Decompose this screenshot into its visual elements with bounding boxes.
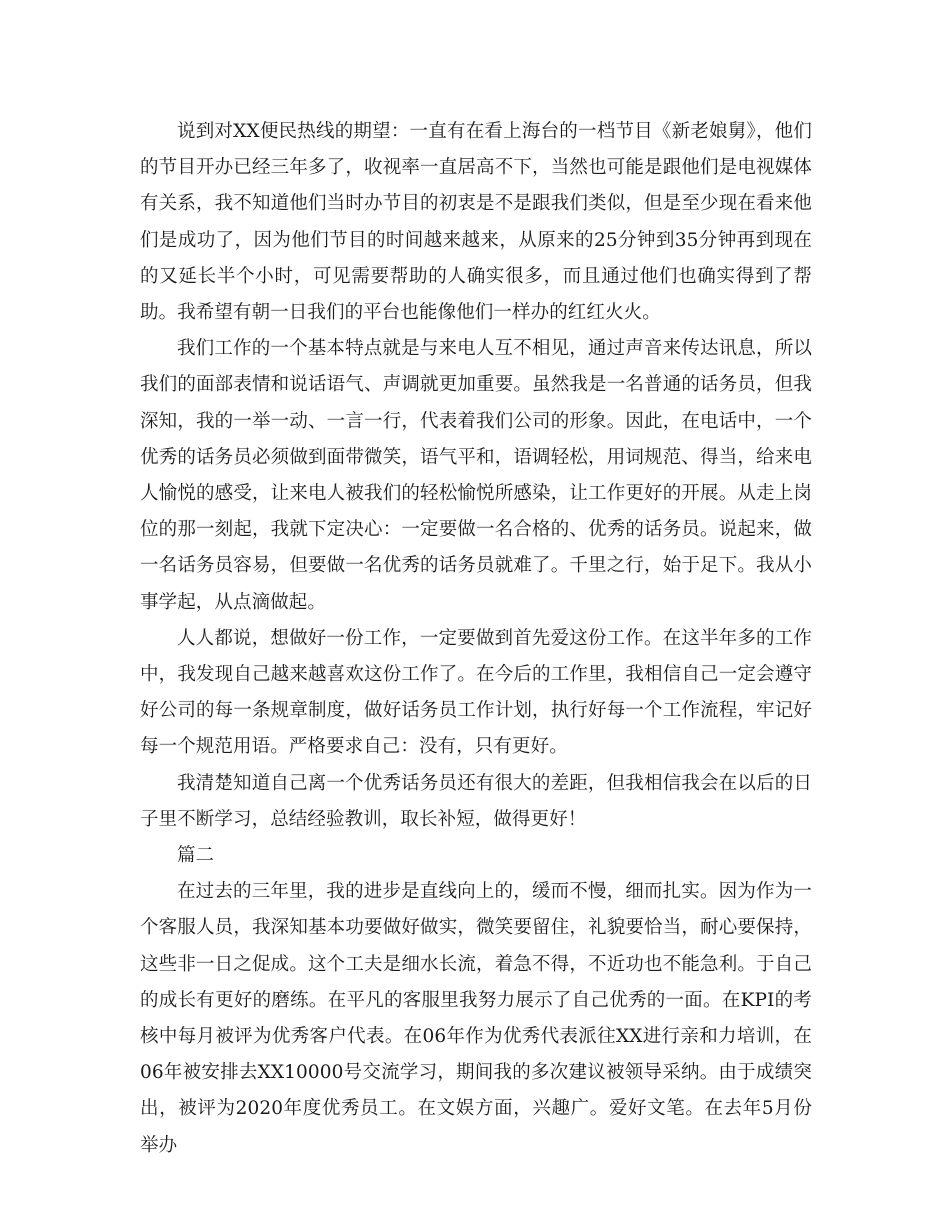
paragraph-self-improvement: 我清楚知道自己离一个优秀话务员还有很大的差距，但我相信我会在以后的日子里不断学习，总结经验教训，取长补短，做得更好！ xyxy=(140,772,812,830)
paragraph-love-the-work: 人人都说，想做好一份工作，一定要做到首先爱这份工作。在这半年多的工作中，我发现自己越来越喜欢这份工作了。在今后的工作里，我相信自己一定会遵守好公司的每一条规章制度，做好话务员工作计划，执行好每一个工作流程，牢记好每一个规范用语。严格要求自己：没有，只有更好。 xyxy=(140,627,812,758)
document-body xyxy=(140,114,812,1164)
paragraph-work-characteristics: 我们工作的一个基本特点就是与来电人互不相见，通过声音来传达讯息，所以我们的面部表情和说话语气、声调就更加重要。虽然我是一名普通的话务员，但我深知，我的一举一动、一言一行，代表着我们公司的形象。因此，在电话中，一个优秀的话务员必须做到面带微笑，语气平和，语调轻松，用词规范、得当，给来电人愉悦的感受，让来电人被我们的轻松愉悦所感染，让工作更好的开展。从走上岗位的那一刻起，我就下定决心：一定要做一名合格的、优秀的话务员。说起来，做一名话务员容易，但要做一名优秀的话务员就难了。千里之行，始于足下。我从小事学起，从点滴做起。 xyxy=(140,338,812,613)
paragraph-three-years-progress: 在过去的三年里，我的进步是直线向上的，缓而不慢，细而扎实。因为作为一个客服人员，我深知基本功要做好做实，微笑要留住，礼貌要恰当，耐心要保持，这些非一日之促成。这个工夫是细水长流，着急不得，不近功也不能急利。于自己的成长有更好的磨练。在平凡的客服里我努力展示了自己优秀的一面。在KPI的考核中每月被评为优秀客户代表。在06年作为优秀代表派往XX进行亲和力培训，在06年被安排去XX10000号交流学习，期间我的多次建议被领导采纳。由于成绩突出，被评为2020年度优秀员工。在文娱方面，兴趣广。爱好文笔。在去年5月份举办 xyxy=(140,881,812,1156)
paragraph-hotline-expectation: 说到对XX便民热线的期望：一直有在看上海台的一档节目《新老娘舅》，他们的节目开办已经三年多了，收视率一直居高不下，当然也可能是跟他们是电视媒体有关系，我不知道他们当时办节目的初衷是不是跟我们类似，但是至少现在看来他们是成功了，因为他们节目的时间越来越来，从原来的25分钟到35分钟再到现在的又延长半个小时，可见需要帮助的人确实很多，而且通过他们也确实得到了帮助。我希望有朝一日我们的平台也能像他们一样办的红红火火。 xyxy=(140,121,812,324)
section-heading: 篇二 xyxy=(177,845,215,867)
